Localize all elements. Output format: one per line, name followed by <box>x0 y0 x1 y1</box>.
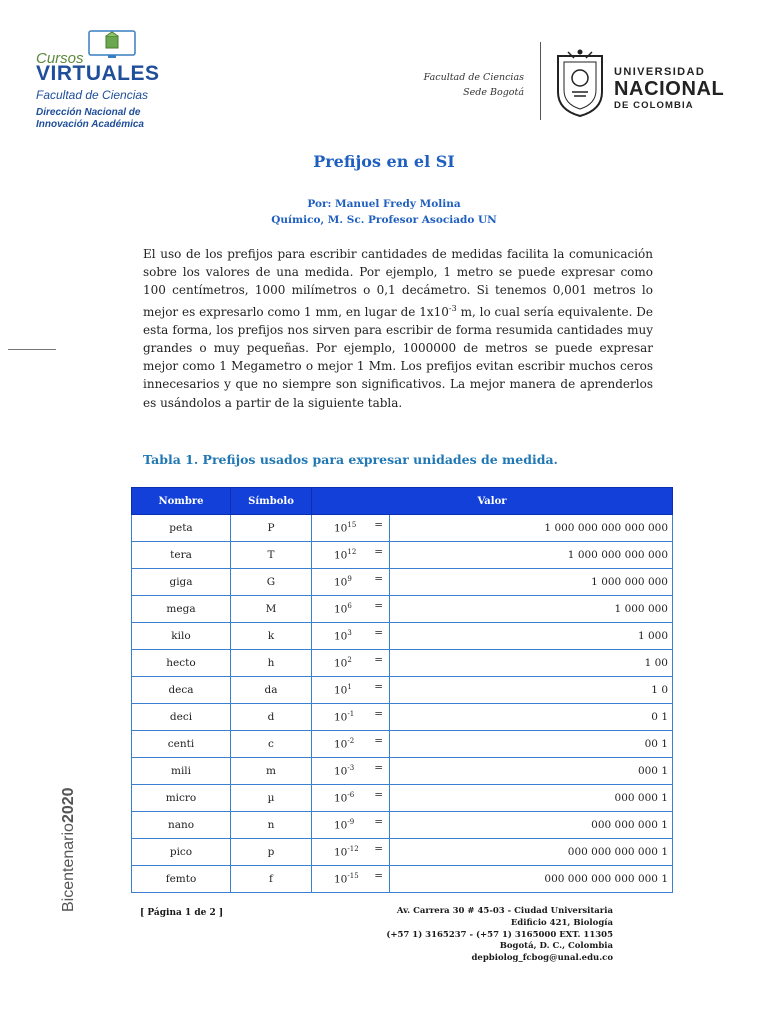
power-exponent: -12 <box>347 845 359 854</box>
prefix-name: mega <box>132 596 231 623</box>
header-valor: Valor <box>312 488 673 515</box>
equals-sign: = <box>374 762 383 774</box>
author-credentials: Químico, M. Sc. Profesor Asociado UN <box>271 214 497 226</box>
power-base: 10 <box>334 576 348 589</box>
prefix-value: 0 1 <box>390 704 673 731</box>
equals-sign: = <box>374 789 383 801</box>
equals-sign: = <box>374 735 383 747</box>
logo-text-cursos: Cursos <box>36 50 84 67</box>
prefix-symbol: f <box>231 866 312 893</box>
prefix-value: 1 00 <box>390 650 673 677</box>
prefix-name: deci <box>132 704 231 731</box>
power-exponent: 9 <box>347 575 352 584</box>
power-base: 10 <box>334 684 348 697</box>
prefix-power <box>312 839 390 866</box>
monitor-icon <box>88 30 136 60</box>
university-crest-icon <box>554 48 606 118</box>
power-exponent: 15 <box>347 521 357 530</box>
power-base: 10 <box>334 873 348 886</box>
page-title: Prefijos en el SI <box>313 152 455 171</box>
prefix-value: 1 0 <box>390 677 673 704</box>
address-line: Edificio 421, Biología <box>510 917 613 928</box>
prefix-name: nano <box>132 812 231 839</box>
prefix-power <box>312 542 390 569</box>
prefix-value: 000 000 000 000 1 <box>390 839 673 866</box>
power-exponent: -9 <box>347 818 355 827</box>
prefix-symbol: M <box>231 596 312 623</box>
prefix-name: deca <box>132 677 231 704</box>
faculty-campus: Sede Bogotá <box>463 87 524 98</box>
power-base: 10 <box>334 738 348 751</box>
prefix-name: femto <box>132 866 231 893</box>
prefix-symbol: d <box>231 704 312 731</box>
power-base: 10 <box>334 819 348 832</box>
logo-text-facultad: Facultad de Ciencias <box>36 88 149 102</box>
equals-sign: = <box>374 627 383 639</box>
prefix-symbol: T <box>231 542 312 569</box>
cursos-virtuales-logo <box>36 30 166 140</box>
power-base: 10 <box>334 549 348 562</box>
table-row <box>132 542 673 569</box>
bicentenario-text: Bicentenario <box>60 823 77 912</box>
table-row <box>132 623 673 650</box>
prefix-symbol: P <box>231 515 312 542</box>
header-simbolo: Símbolo <box>231 488 312 515</box>
prefix-value: 00 1 <box>390 731 673 758</box>
prefix-name: giga <box>132 569 231 596</box>
prefix-table <box>131 487 673 893</box>
equals-sign: = <box>374 816 383 828</box>
power-exponent: -2 <box>347 737 355 746</box>
prefix-symbol: m <box>231 758 312 785</box>
address-line: (+57 1) 3165237 - (+57 1) 3165000 EXT. 11305 <box>386 929 613 940</box>
table-row <box>132 839 673 866</box>
author-name: Por: Manuel Fredy Molina <box>307 198 461 210</box>
power-exponent: 2 <box>347 656 352 665</box>
intro-paragraph <box>143 245 653 412</box>
equals-sign: = <box>374 519 383 531</box>
page-number: [ Página 1 de 2 ] <box>140 908 224 918</box>
table-row <box>132 731 673 758</box>
power-exponent: 1 <box>347 683 352 692</box>
prefix-power <box>312 650 390 677</box>
margin-mark <box>8 349 56 350</box>
university-line-3: DE COLOMBIA <box>614 100 694 111</box>
equals-sign: = <box>374 573 383 585</box>
prefix-power <box>312 677 390 704</box>
table-row <box>132 812 673 839</box>
prefix-value: 1 000 <box>390 623 673 650</box>
prefix-value: 1 000 000 000 000 <box>390 542 673 569</box>
prefix-symbol: da <box>231 677 312 704</box>
logo-text-direccion: Dirección Nacional de <box>36 107 141 118</box>
power-exponent: -6 <box>347 791 355 800</box>
table-header-row <box>132 488 673 515</box>
table-row <box>132 758 673 785</box>
university-line-2: NACIONAL <box>614 78 725 100</box>
table-caption: Tabla 1. Prefijos usados para expresar unidades de medida. <box>143 452 558 467</box>
table-row <box>132 596 673 623</box>
header-nombre: Nombre <box>132 488 231 515</box>
equals-sign: = <box>374 870 383 882</box>
prefix-power <box>312 866 390 893</box>
power-base: 10 <box>334 603 348 616</box>
prefix-value: 000 000 000 000 000 1 <box>390 866 673 893</box>
prefix-name: hecto <box>132 650 231 677</box>
equals-sign: = <box>374 546 383 558</box>
university-line-1: UNIVERSIDAD <box>614 66 706 78</box>
prefix-power <box>312 623 390 650</box>
prefix-name: centi <box>132 731 231 758</box>
prefix-symbol: µ <box>231 785 312 812</box>
prefix-power <box>312 569 390 596</box>
prefix-power <box>312 596 390 623</box>
power-base: 10 <box>334 630 348 643</box>
prefix-power <box>312 515 390 542</box>
faculty-label <box>400 70 524 100</box>
address-email: depbiolog_fcbog@unal.edu.co <box>471 953 613 964</box>
prefix-name: mili <box>132 758 231 785</box>
faculty-name: Facultad de Ciencias <box>423 72 524 83</box>
prefix-value: 1 000 000 <box>390 596 673 623</box>
prefix-symbol: k <box>231 623 312 650</box>
logo-text-virtuales: VIRTUALES <box>36 62 160 85</box>
prefix-power <box>312 812 390 839</box>
university-name <box>614 66 724 111</box>
bicentenario-year: 2020 <box>60 787 77 824</box>
logo-text-innovacion: Innovación Académica <box>36 119 144 130</box>
prefix-power <box>312 731 390 758</box>
address-line: Av. Carrera 30 # 45-03 - Ciudad Universitaria <box>396 906 613 916</box>
table-row <box>132 569 673 596</box>
power-exponent: -15 <box>347 872 359 881</box>
address-line: Bogotá, D. C., Colombia <box>499 941 613 952</box>
power-base: 10 <box>334 522 348 535</box>
power-base: 10 <box>334 846 348 859</box>
power-exponent: 3 <box>347 629 352 638</box>
paragraph-part-2: m, lo cual sería equivalente. De esta forma, los prefijos nos sirven para escribir de forma resumida cantidades muy grandes o muy pequeñas. Por ejemplo, 1000000 de metros se puede expresar mejor como 1 Megametro o mejor 1 Mm. Los prefijos evitan escribir muchos ceros innecesarios y que no siempre son significativos. La mejor manera de aprenderlos es usándolos a partir de la siguiente tabla. <box>143 304 654 410</box>
power-exponent: 6 <box>347 602 352 611</box>
prefix-name: pico <box>132 839 231 866</box>
table-row <box>132 785 673 812</box>
paragraph-part-1: El uso de los prefijos para escribir cantidades de medidas facilita la comunicación sobre los valores de una medida. Por ejemplo, 1 metro se puede expresar como 100 centímetros, 1000 milímetros o 0,1 decámetro. Si tenemos 0,001 metros lo mejor es expresarlo como 1 mm, en lugar de 1x10 <box>143 247 653 319</box>
power-base: 10 <box>334 657 348 670</box>
power-base: 10 <box>334 792 348 805</box>
prefix-value: 1 000 000 000 000 000 <box>390 515 673 542</box>
prefix-value: 1 000 000 000 <box>390 569 673 596</box>
prefix-value: 000 000 1 <box>390 785 673 812</box>
table-row <box>132 650 673 677</box>
bicentenario-logo <box>60 787 78 912</box>
prefix-name: tera <box>132 542 231 569</box>
prefix-name: peta <box>132 515 231 542</box>
table-row <box>132 704 673 731</box>
prefix-symbol: h <box>231 650 312 677</box>
header-divider <box>540 42 541 120</box>
equals-sign: = <box>374 843 383 855</box>
power-exponent: -3 <box>347 764 355 773</box>
power-base: 10 <box>334 765 348 778</box>
prefix-symbol: G <box>231 569 312 596</box>
table-row <box>132 677 673 704</box>
table-row <box>132 515 673 542</box>
prefix-symbol: p <box>231 839 312 866</box>
address-block <box>380 906 613 965</box>
power-exponent: 12 <box>347 548 357 557</box>
table-body <box>132 515 673 893</box>
prefix-name: micro <box>132 785 231 812</box>
prefix-symbol: c <box>231 731 312 758</box>
equals-sign: = <box>374 654 383 666</box>
power-exponent: -1 <box>347 710 355 719</box>
prefix-symbol: n <box>231 812 312 839</box>
author-block <box>0 196 768 228</box>
power-base: 10 <box>334 711 348 724</box>
prefix-power <box>312 785 390 812</box>
equals-sign: = <box>374 681 383 693</box>
table-row <box>132 866 673 893</box>
prefix-value: 000 000 000 1 <box>390 812 673 839</box>
paragraph-superscript: -3 <box>448 303 457 313</box>
prefix-value: 000 1 <box>390 758 673 785</box>
prefix-power <box>312 758 390 785</box>
equals-sign: = <box>374 708 383 720</box>
prefix-name: kilo <box>132 623 231 650</box>
prefix-power <box>312 704 390 731</box>
equals-sign: = <box>374 600 383 612</box>
